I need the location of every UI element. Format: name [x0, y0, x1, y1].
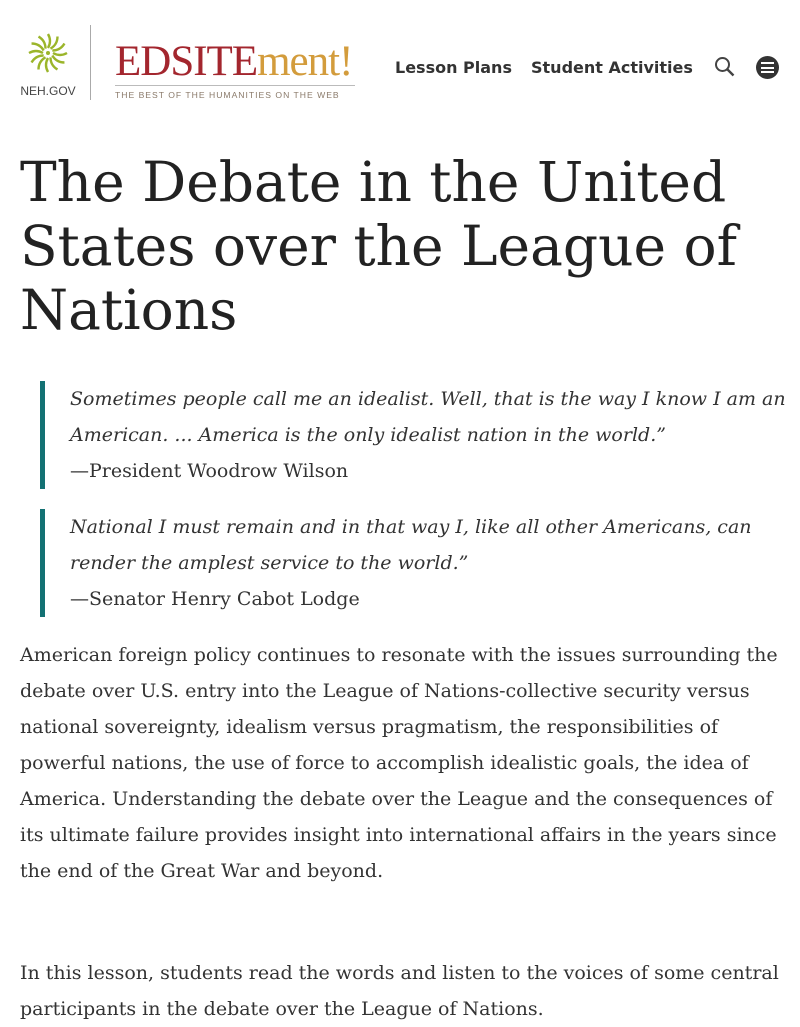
search-icon[interactable]	[714, 56, 736, 82]
quote-lodge	[40, 509, 800, 617]
nav-student-activities[interactable]: Student Activities	[531, 58, 693, 77]
quote-attribution: —President Woodrow Wilson	[70, 460, 349, 482]
quote-text: Sometimes people call me an idealist. Well, that is the way I know I am an American. ... America is the only idealist nation in the world.”	[70, 388, 786, 446]
nav-lesson-plans[interactable]: Lesson Plans	[395, 58, 512, 77]
quote-wilson	[40, 381, 800, 489]
brand-tagline: THE BEST OF THE HUMANITIES ON THE WEB	[115, 90, 340, 100]
intro-paragraph: American foreign policy continues to resonate with the issues surrounding the debate over U.S. entry into the League of Nations-collective security versus national sovereignty, idealism versus pragmatism, the responsibilities of powerful nations, the use of force to accomplish idealistic goals, the idea of America. Understanding the debate over the League and the consequences of its ultimate failure provides insight into international affairs in the years since the end of the Great War and beyond.	[20, 644, 778, 882]
brand-ment: ment!	[257, 38, 353, 85]
brand-wordmark	[115, 40, 355, 86]
quote-text: National I must remain and in that way I, like all other Americans, can render the amplest service to the world.”	[70, 516, 752, 574]
site-header	[0, 0, 800, 120]
header-divider	[90, 25, 91, 100]
page-title: The Debate in the United States over the League of Nations	[20, 150, 737, 342]
brand-ed: EDSITE	[115, 38, 258, 85]
neh-logo-link[interactable]	[20, 32, 76, 98]
edsitement-logo-link[interactable]	[115, 40, 355, 100]
quote-attribution: —Senator Henry Cabot Lodge	[70, 588, 360, 610]
lesson-paragraph: In this lesson, students read the words and listen to the voices of some central participants in the debate over the League of Nations.	[20, 962, 779, 1020]
neh-label: NEH.GOV	[20, 84, 76, 98]
neh-logo-icon	[27, 32, 69, 74]
menu-icon[interactable]	[756, 56, 779, 79]
